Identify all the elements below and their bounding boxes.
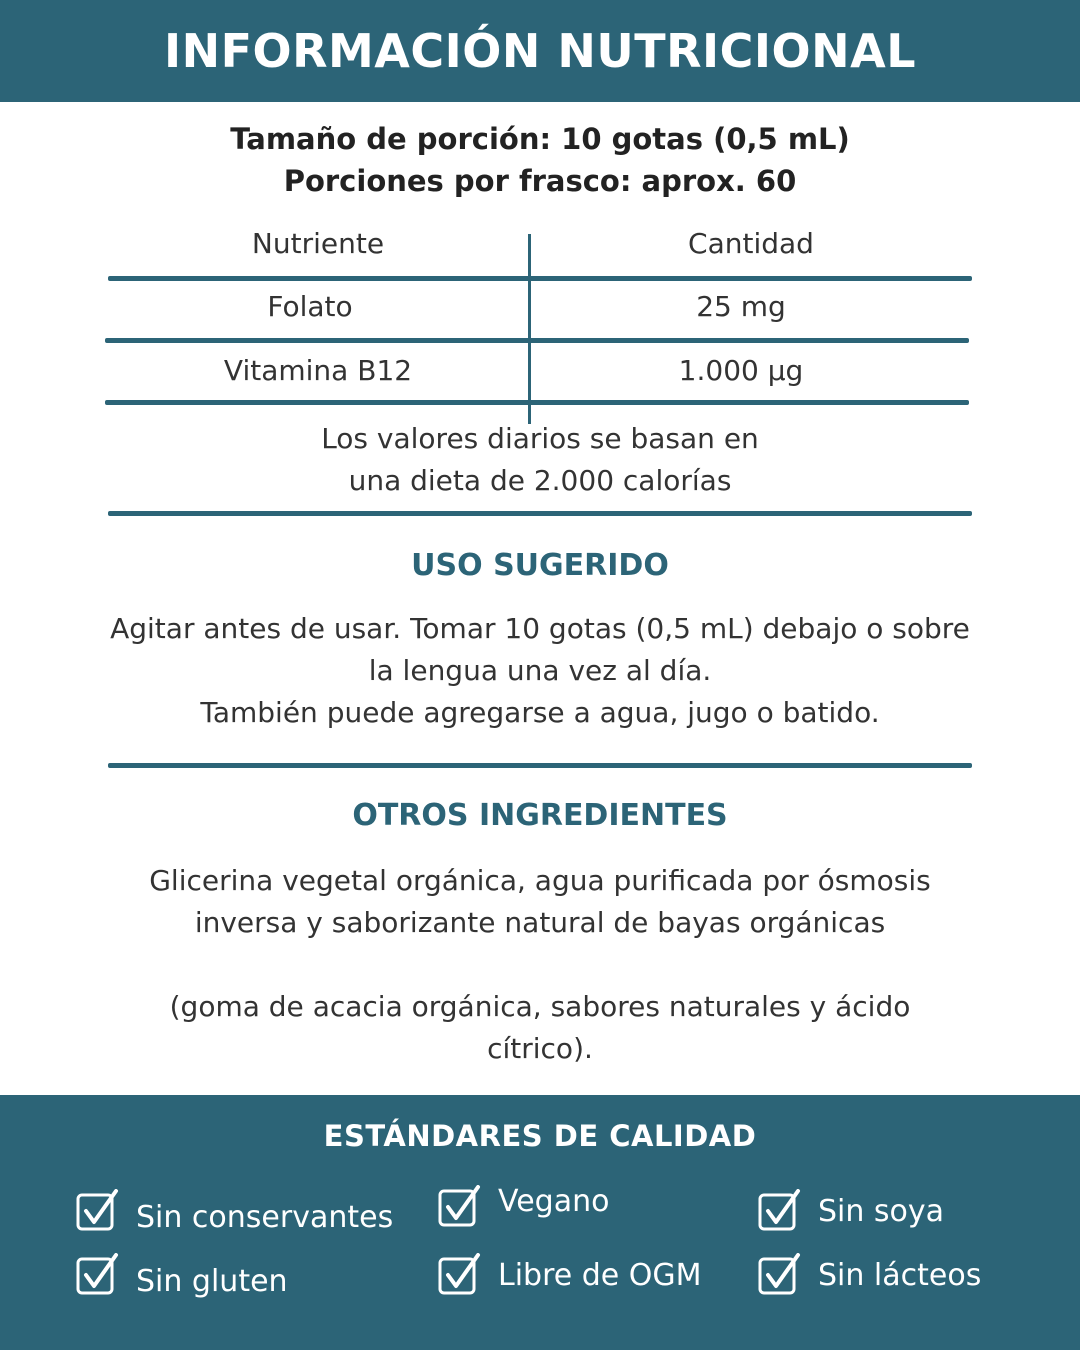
suggested-use-text: También puede agregarse a agua, jugo o batido. <box>200 696 880 729</box>
badge-label: Sin lácteos <box>818 1257 982 1293</box>
page-title: INFORMACIÓN NUTRICIONAL <box>163 24 917 78</box>
header-nutrient: Nutriente <box>251 227 385 260</box>
checkbox-checked-icon <box>76 1253 120 1297</box>
badge-label: Vegano <box>498 1183 610 1219</box>
suggested-use-title: USO SUGERIDO <box>411 548 669 583</box>
serving-size: Tamaño de porción: 10 gotas (0,5 mL) <box>230 122 850 156</box>
title-banner <box>0 0 1080 102</box>
checkbox-checked-icon <box>758 1189 802 1233</box>
suggested-use-text: Agitar antes de usar. Tomar 10 gotas (0,5 mL) debajo o sobre <box>110 612 970 645</box>
nutrition-table <box>108 220 972 387</box>
nutrient-name: Vitamina B12 <box>223 354 413 387</box>
section-divider <box>108 511 972 516</box>
daily-values-note: una dieta de 2.000 calorías <box>348 464 732 497</box>
nutrient-name: Folato <box>267 290 353 323</box>
quality-standards-title: ESTÁNDARES DE CALIDAD <box>323 1119 757 1153</box>
table-header-row <box>108 220 972 278</box>
checkbox-checked-icon <box>438 1185 482 1229</box>
other-ingredients-title: OTROS INGREDIENTES <box>352 798 728 833</box>
badge-label: Sin conservantes <box>136 1199 394 1235</box>
ingredients-text: inversa y saborizante natural de bayas orgánicas <box>194 906 886 939</box>
badge-label: Sin gluten <box>136 1263 288 1299</box>
table-rule <box>105 338 969 343</box>
table-row <box>108 282 972 344</box>
quality-badge <box>438 1253 702 1297</box>
table-row <box>108 346 972 408</box>
quality-badge <box>76 1189 393 1233</box>
quality-badge <box>758 1189 944 1233</box>
checkbox-checked-icon <box>758 1253 802 1297</box>
table-rule <box>105 400 969 405</box>
header-amount: Cantidad <box>688 227 814 260</box>
checkbox-checked-icon <box>438 1253 482 1297</box>
servings-per-container: Porciones por frasco: aprox. 60 <box>283 164 797 198</box>
ingredients-text: Glicerina vegetal orgánica, agua purificada por ósmosis <box>149 864 931 897</box>
ingredients-subtext: cítrico). <box>487 1032 593 1065</box>
quality-badge <box>438 1185 609 1229</box>
quality-standards-panel <box>0 1095 1080 1350</box>
quality-badge <box>76 1253 288 1297</box>
checkbox-checked-icon <box>76 1189 120 1233</box>
nutrient-amount: 25 mg <box>696 290 786 323</box>
ingredients-subtext: (goma de acacia orgánica, sabores naturales y ácido <box>169 990 911 1023</box>
table-rule <box>108 276 972 281</box>
nutrient-amount: 1.000 µg <box>678 354 804 387</box>
quality-badge <box>758 1253 981 1297</box>
daily-values-note: Los valores diarios se basan en <box>321 422 759 455</box>
section-divider <box>108 763 972 768</box>
badge-label: Sin soya <box>818 1193 945 1229</box>
badge-label: Libre de OGM <box>498 1257 702 1293</box>
suggested-use-text: la lengua una vez al día. <box>368 654 712 687</box>
